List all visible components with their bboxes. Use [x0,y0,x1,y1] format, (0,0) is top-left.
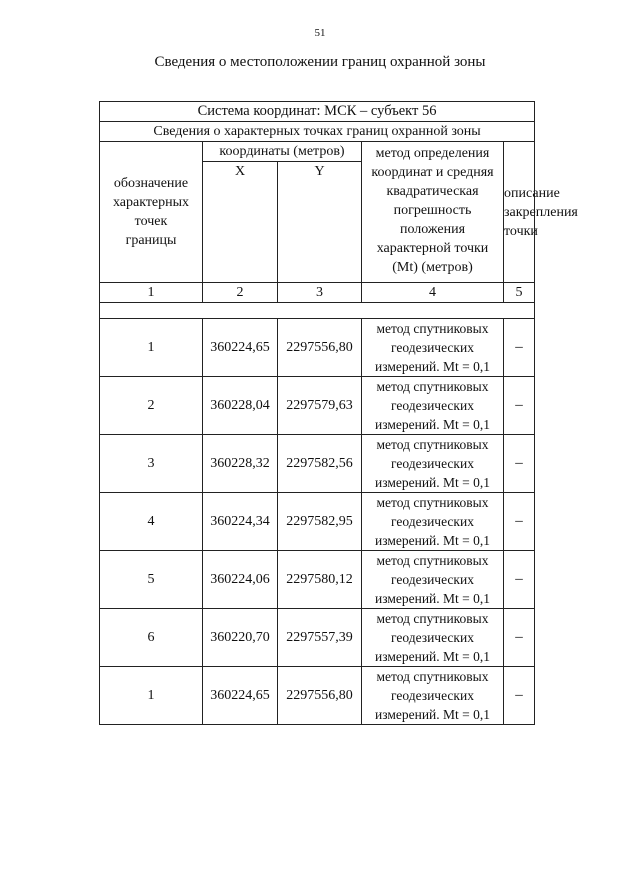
table-row [100,377,535,435]
method-description [362,493,504,551]
point-fixing-description: – [504,609,535,667]
point-designation: 5 [100,551,203,609]
method-description [362,435,504,493]
coordinate-x: 360224,34 [203,493,278,551]
point-fixing-description: – [504,377,535,435]
coordinate-y: 2297557,39 [278,609,362,667]
method-line: измерений. Mt = 0,1 [374,359,491,374]
header-y: Y [278,162,362,283]
method-line: геодезических [391,340,474,355]
coordinate-system: Система координат: МСК – субъект 56 [100,102,535,122]
section-title: Сведения о характерных точках границ охранной зоны [100,122,535,142]
point-designation: 4 [100,493,203,551]
method-line: метод спутниковых [376,437,489,452]
coordinate-y: 2297556,80 [278,667,362,725]
column-number: 4 [362,283,504,303]
method-line: метод спутниковых [376,611,489,626]
table-row [100,609,535,667]
point-designation: 6 [100,609,203,667]
point-fixing-description: – [504,319,535,377]
coordinate-x: 360224,65 [203,667,278,725]
coordinate-y: 2297579,63 [278,377,362,435]
table-row [100,667,535,725]
header-designation: обозначение характерных точек границы [100,142,203,283]
page-title: Сведения о местоположении границ охранной зоны [154,54,486,70]
method-line: метод спутниковых [376,321,489,336]
boundary-points-table [99,101,578,725]
point-designation: 1 [100,667,203,725]
method-description [362,667,504,725]
point-designation: 1 [100,319,203,377]
header-coordinates: координаты (метров) [203,142,362,162]
point-fixing-description: – [504,551,535,609]
coordinate-x: 360228,32 [203,435,278,493]
method-line: измерений. Mt = 0,1 [374,591,491,606]
method-line: геодезических [391,398,474,413]
method-line: геодезических [391,572,474,587]
spacer-row [100,303,535,319]
method-line: метод спутниковых [376,495,489,510]
method-line: геодезических [391,630,474,645]
point-designation: 2 [100,377,203,435]
header-x: X [203,162,278,283]
coordinate-y: 2297556,80 [278,319,362,377]
method-line: геодезических [391,456,474,471]
page-number: 51 [314,27,326,39]
column-number: 2 [203,283,278,303]
method-description [362,609,504,667]
method-line: измерений. Mt = 0,1 [374,533,491,548]
point-fixing-description: – [504,435,535,493]
method-line: метод спутниковых [376,553,489,568]
column-number: 5 [504,283,535,303]
table-row [100,435,535,493]
coordinate-x: 360224,06 [203,551,278,609]
column-number: 1 [100,283,203,303]
method-line: метод спутниковых [376,669,489,684]
column-number: 3 [278,283,362,303]
method-line: измерений. Mt = 0,1 [374,707,491,722]
coordinate-y: 2297580,12 [278,551,362,609]
table-row [100,493,535,551]
method-description [362,377,504,435]
method-line: геодезических [391,688,474,703]
point-designation: 3 [100,435,203,493]
point-fixing-description: – [504,667,535,725]
method-line: измерений. Mt = 0,1 [374,649,491,664]
method-description [362,319,504,377]
table-row [100,319,535,377]
header-description: описание закрепления точки [504,142,535,283]
coordinate-x: 360220,70 [203,609,278,667]
point-fixing-description: – [504,493,535,551]
coordinate-y: 2297582,95 [278,493,362,551]
method-description [362,551,504,609]
column-numbers-row [100,283,535,303]
header-method: метод определения координат и средняя квадратическая погрешность положения характерной точки (Mt) (метров) [362,142,504,283]
coordinate-y: 2297582,56 [278,435,362,493]
coordinate-x: 360224,65 [203,319,278,377]
method-line: измерений. Mt = 0,1 [374,475,491,490]
method-line: измерений. Mt = 0,1 [374,417,491,432]
method-line: метод спутниковых [376,379,489,394]
method-line: геодезических [391,514,474,529]
coordinate-x: 360228,04 [203,377,278,435]
table-row [100,551,535,609]
